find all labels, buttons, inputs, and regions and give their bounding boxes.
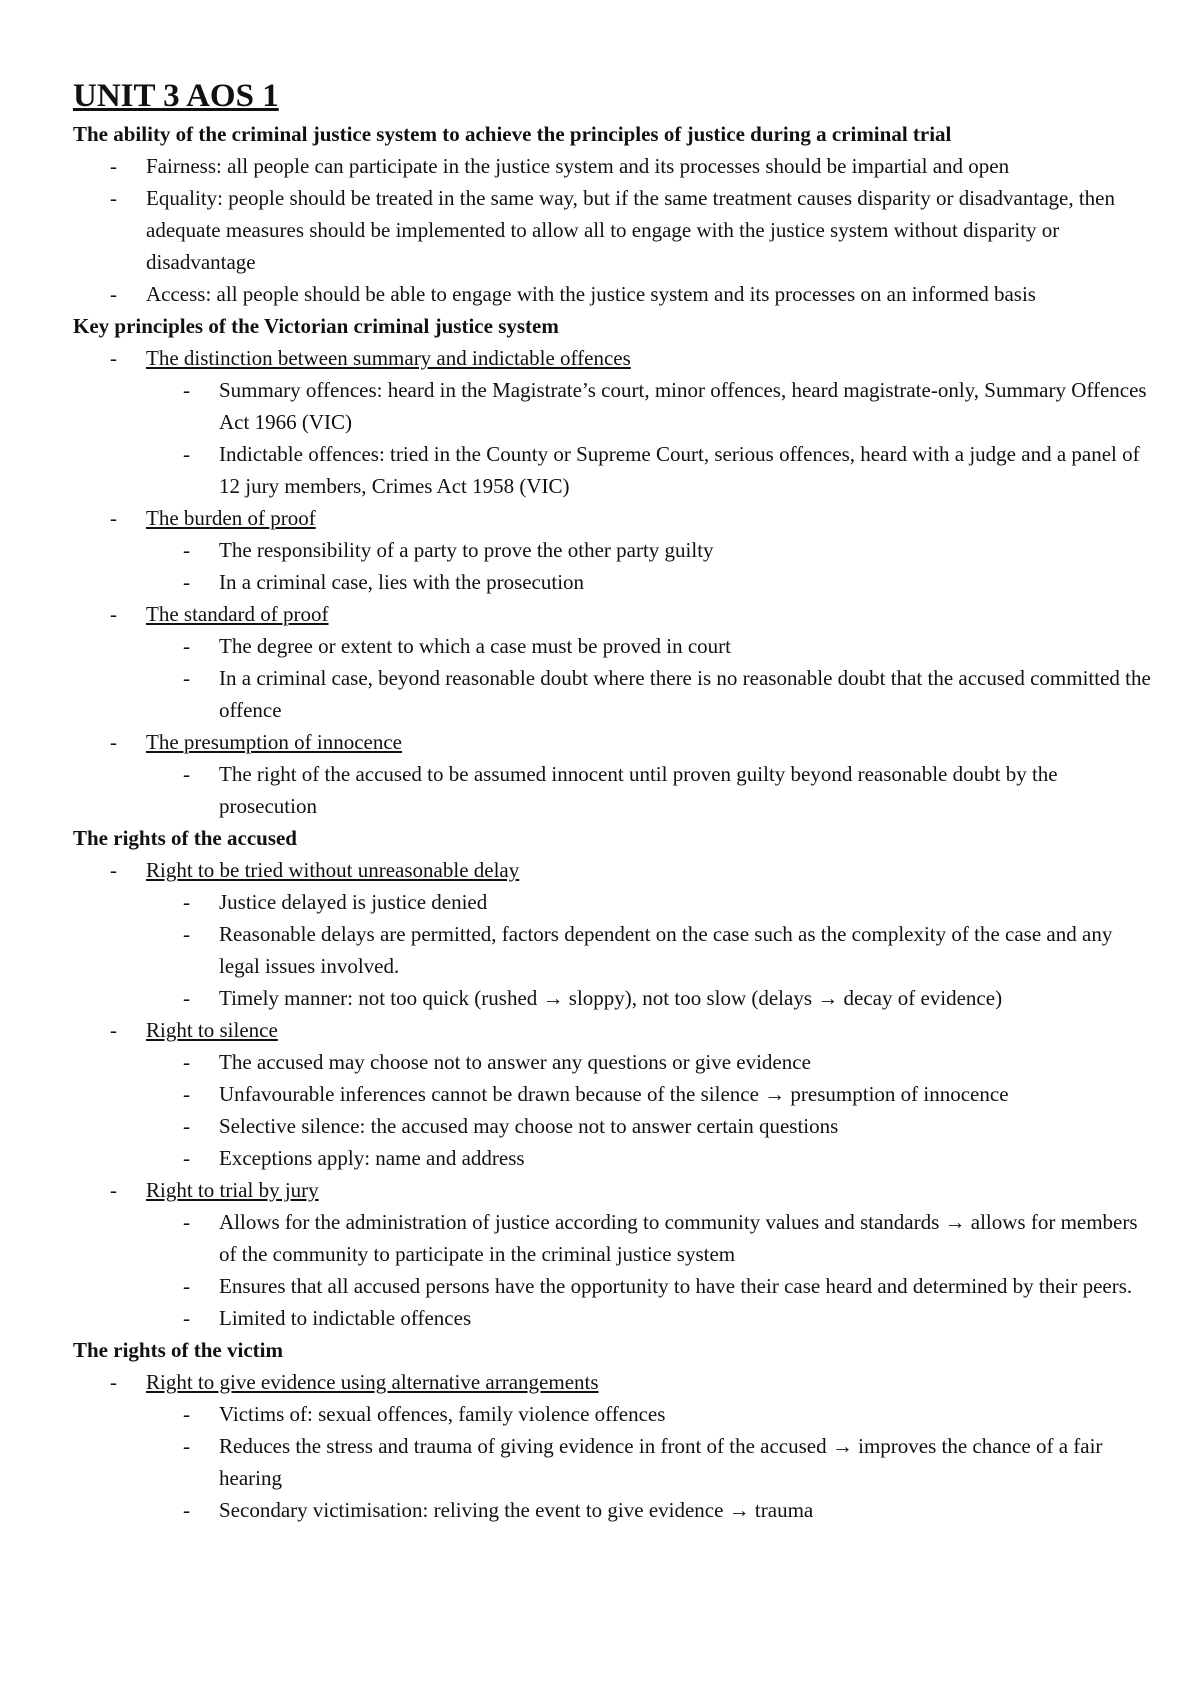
bullet-dash: - — [183, 1434, 190, 1458]
group-label — [73, 1366, 1153, 1398]
list-item-text: Victims of: sexual offences, family violence offences — [219, 1402, 666, 1426]
sub-list — [73, 534, 1153, 598]
list-item — [73, 278, 1153, 310]
group-label-text: The distinction between summary and indictable offences — [146, 346, 631, 370]
bullet-dash: - — [110, 1370, 117, 1394]
bullet-dash: - — [110, 602, 117, 626]
group-label-text: Right to trial by jury — [146, 1178, 319, 1202]
list-item-text: The degree or extent to which a case must be proved in court — [219, 634, 731, 658]
sub-list — [73, 374, 1153, 502]
list-item — [73, 918, 1153, 982]
bullet-dash: - — [110, 1018, 117, 1042]
group-label-text: Right to give evidence using alternative arrangements — [146, 1370, 599, 1394]
section-heading: The rights of the victim — [73, 1338, 283, 1362]
bullet-dash: - — [183, 538, 190, 562]
bullet-dash: - — [183, 634, 190, 658]
sub-list — [73, 886, 1153, 1014]
bullet-dash: - — [183, 1050, 190, 1074]
list-item — [73, 534, 1153, 566]
sub-list — [73, 1206, 1153, 1334]
list-item — [73, 982, 1153, 1014]
list-item — [73, 1302, 1153, 1334]
group-label — [73, 1174, 1153, 1206]
group-label — [73, 1014, 1153, 1046]
group-label — [73, 854, 1153, 886]
bullet-dash: - — [183, 1082, 190, 1106]
list-item — [73, 438, 1153, 502]
bullet-dash: - — [110, 858, 117, 882]
document-page — [73, 76, 1153, 1526]
list-item-text: In a criminal case, beyond reasonable doubt where there is no reasonable doubt that the accused committed the offence — [219, 666, 1151, 722]
bullet-dash: - — [183, 1146, 190, 1170]
group-label-text: Right to be tried without unreasonable delay — [146, 858, 520, 882]
list-item-text: Reasonable delays are permitted, factors dependent on the case such as the complexity of the case and any legal issues involved. — [219, 922, 1113, 978]
bullet-dash: - — [110, 186, 117, 210]
section-heading: The ability of the criminal justice system to achieve the principles of justice during a criminal trial — [73, 122, 952, 146]
list-item-text: Allows for the administration of justice according to community values and standards → allows for members of the community to participate in the criminal justice system — [219, 1210, 1138, 1266]
list-item-text: The accused may choose not to answer any questions or give evidence — [219, 1050, 811, 1074]
list-item — [73, 1110, 1153, 1142]
list-item — [73, 1270, 1153, 1302]
list-item — [73, 662, 1153, 726]
list-item — [73, 1430, 1153, 1494]
group-label — [73, 598, 1153, 630]
list-item-text: Justice delayed is justice denied — [219, 890, 488, 914]
group — [73, 1174, 1153, 1334]
list-item-text: Timely manner: not too quick (rushed → sloppy), not too slow (delays → decay of evidence) — [219, 986, 1003, 1010]
list-item — [73, 1206, 1153, 1270]
victim-rights-list — [73, 1366, 1153, 1526]
bullet-dash: - — [183, 762, 190, 786]
list-item — [73, 1078, 1153, 1110]
group-label-text: The presumption of innocence — [146, 730, 402, 754]
bullet-dash: - — [183, 666, 190, 690]
page-title: UNIT 3 AOS 1 — [73, 78, 279, 114]
bullet-dash: - — [183, 442, 190, 466]
list-item-text: The right of the accused to be assumed innocent until proven guilty beyond reasonable doubt by the prosecution — [219, 762, 1058, 818]
list-item-text: The responsibility of a party to prove the other party guilty — [219, 538, 714, 562]
list-item-text: Selective silence: the accused may choose not to answer certain questions — [219, 1114, 839, 1138]
principles-list — [73, 150, 1153, 310]
list-item-text: Access: all people should be able to engage with the justice system and its processes on an informed basis — [146, 282, 1036, 306]
list-item — [73, 630, 1153, 662]
list-item — [73, 1142, 1153, 1174]
list-item-text: In a criminal case, lies with the prosecution — [219, 570, 585, 594]
key-principles-list — [73, 342, 1153, 822]
sub-list — [73, 1046, 1153, 1174]
bullet-dash: - — [183, 1306, 190, 1330]
group — [73, 1366, 1153, 1526]
group — [73, 342, 1153, 502]
bullet-dash: - — [183, 1210, 190, 1234]
bullet-dash: - — [110, 506, 117, 530]
list-item-text: Unfavourable inferences cannot be drawn because of the silence → presumption of innocence — [219, 1082, 1009, 1106]
bullet-dash: - — [183, 570, 190, 594]
list-item — [73, 886, 1153, 918]
bullet-dash: - — [110, 346, 117, 370]
bullet-dash: - — [183, 1498, 190, 1522]
list-item-text: Indictable offences: tried in the County or Supreme Court, serious offences, heard with a judge and a panel of 12 jury members, Crimes Act 1958 (VIC) — [219, 442, 1140, 498]
bullet-dash: - — [110, 730, 117, 754]
bullet-dash: - — [110, 154, 117, 178]
list-item-text: Exceptions apply: name and address — [219, 1146, 525, 1170]
list-item-text: Ensures that all accused persons have the opportunity to have their case heard and determined by their peers. — [219, 1274, 1133, 1298]
bullet-dash: - — [183, 378, 190, 402]
group-label — [73, 502, 1153, 534]
group — [73, 726, 1153, 822]
list-item — [73, 182, 1153, 278]
bullet-dash: - — [183, 1402, 190, 1426]
list-item-text: Limited to indictable offences — [219, 1306, 472, 1330]
list-item — [73, 1494, 1153, 1526]
list-item-text: Equality: people should be treated in the same way, but if the same treatment causes disparity or disadvantage, then adequate measures should be implemented to allow all to engage with the justice system without disparity or disadvantage — [146, 186, 1116, 274]
bullet-dash: - — [183, 1114, 190, 1138]
list-item — [73, 150, 1153, 182]
group-label — [73, 342, 1153, 374]
bullet-dash: - — [110, 1178, 117, 1202]
group — [73, 854, 1153, 1014]
bullet-dash: - — [183, 890, 190, 914]
section-heading: The rights of the accused — [73, 826, 297, 850]
list-item-text: Fairness: all people can participate in the justice system and its processes should be impartial and open — [146, 154, 1010, 178]
sub-list — [73, 758, 1153, 822]
list-item — [73, 758, 1153, 822]
bullet-dash: - — [183, 1274, 190, 1298]
accused-rights-list — [73, 854, 1153, 1334]
list-item — [73, 566, 1153, 598]
list-item-text: Secondary victimisation: reliving the event to give evidence → trauma — [219, 1498, 814, 1522]
group-label-text: The standard of proof — [146, 602, 329, 626]
bullet-dash: - — [110, 282, 117, 306]
group-label-text: The burden of proof — [146, 506, 316, 530]
list-item — [73, 1398, 1153, 1430]
group-label-text: Right to silence — [146, 1018, 278, 1042]
list-item — [73, 1046, 1153, 1078]
bullet-dash: - — [183, 986, 190, 1010]
group — [73, 598, 1153, 726]
list-item — [73, 374, 1153, 438]
list-item-text: Summary offences: heard in the Magistrate’s court, minor offences, heard magistrate-only, Summary Offences Act 1966 (VIC) — [219, 378, 1147, 434]
group — [73, 1014, 1153, 1174]
bullet-dash: - — [183, 922, 190, 946]
group — [73, 502, 1153, 598]
sub-list — [73, 630, 1153, 726]
list-item-text: Reduces the stress and trauma of giving evidence in front of the accused → improves the chance of a fair hearing — [219, 1434, 1103, 1490]
group-label — [73, 726, 1153, 758]
sub-list — [73, 1398, 1153, 1526]
section-heading: Key principles of the Victorian criminal justice system — [73, 314, 559, 338]
